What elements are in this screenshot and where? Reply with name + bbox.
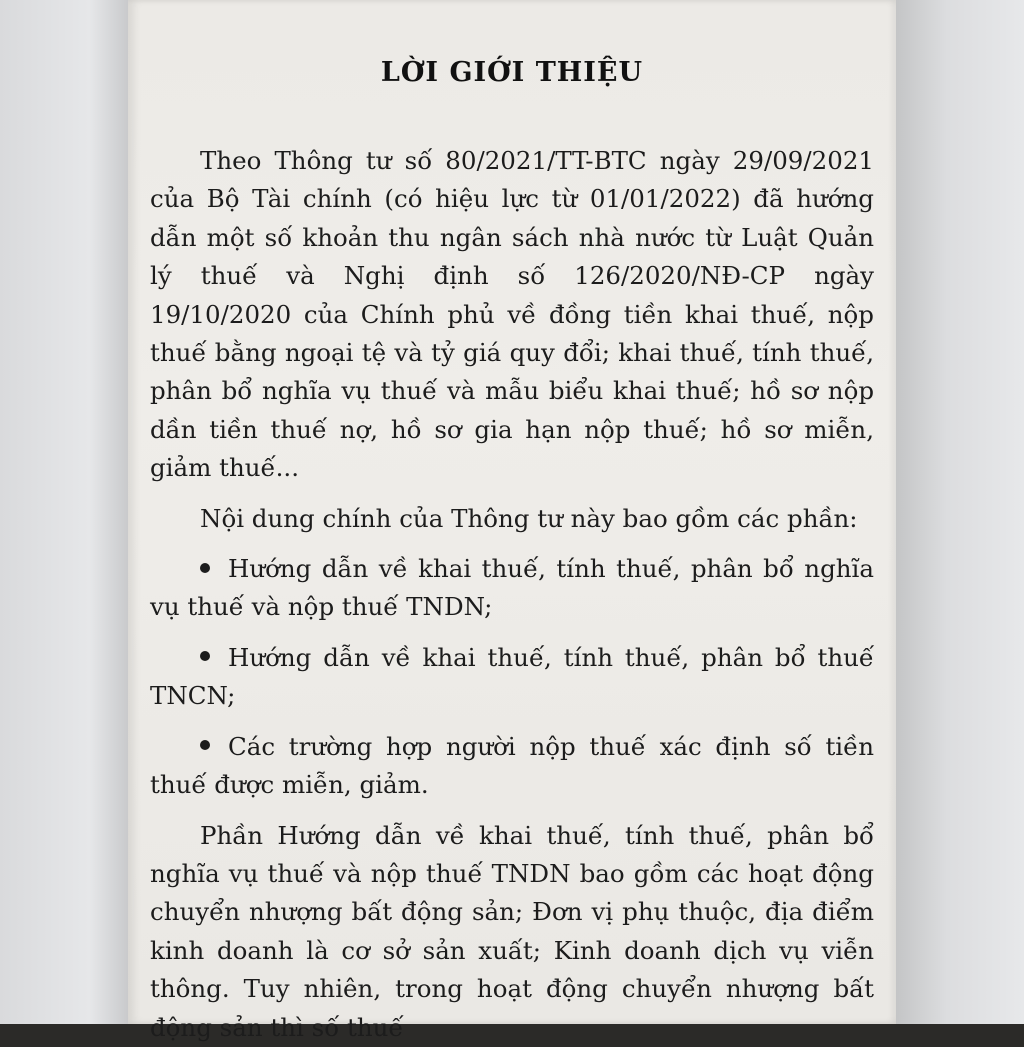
bullet-item-1 <box>150 550 874 627</box>
background-right <box>896 0 1024 1024</box>
bullet-dot-icon <box>200 563 210 573</box>
background-left <box>0 0 128 1024</box>
details-paragraph: Phần Hướng dẫn về khai thuế, tính thuế, phân bổ nghĩa vụ thuế và nộp thuế TNDN bao gồm các hoạt động chuyển nhượng bất động sản; Đơn vị phụ thuộc, địa điểm kinh doanh là cơ sở sản xuất; Kinh doanh dịch vụ viễn thông. Tuy nhiên, trong hoạt động chuyển nhượng bất động sản thì số thuế <box>150 820 874 1042</box>
bullet-item-3 <box>150 728 874 805</box>
bullet-item-2 <box>150 639 874 716</box>
bullet-text: Các trường hợp người nộp thuế xác định số tiền thuế được miễn, giảm. <box>150 731 874 800</box>
book-page <box>128 0 896 1042</box>
bullet-text: Hướng dẫn về khai thuế, tính thuế, phân bổ nghĩa vụ thuế và nộp thuế TNDN; <box>150 554 874 622</box>
page-title: LỜI GIỚI THIỆU <box>380 57 644 88</box>
page-content <box>150 0 874 1047</box>
contents-intro-paragraph: Nội dung chính của Thông tư này bao gồm các phần: <box>200 503 858 533</box>
intro-paragraph: Theo Thông tư số 80/2021/TT-BTC ngày 29/09/2021 của Bộ Tài chính (có hiệu lực từ 01/01/2022) đã hướng dẫn một số khoản thu ngân sách nhà nước từ Luật Quản lý thuế và Nghị định số 126/2020/NĐ-CP ngày 19/10/2020 của Chính phủ về đồng tiền khai thuế, nộp thuế bằng ngoại tệ và tỷ giá quy đổi; khai thuế, tính thuế, phân bổ nghĩa vụ thuế và mẫu biểu khai thuế; hồ sơ nộp dần tiền thuế nợ, hồ sơ gia hạn nộp thuế; hồ sơ miễn, giảm thuế... <box>150 146 874 483</box>
bullet-text: Hướng dẫn về khai thuế, tính thuế, phân bổ thuế TNCN; <box>150 642 874 711</box>
bullet-dot-icon <box>200 651 210 661</box>
bullet-dot-icon <box>200 740 210 750</box>
